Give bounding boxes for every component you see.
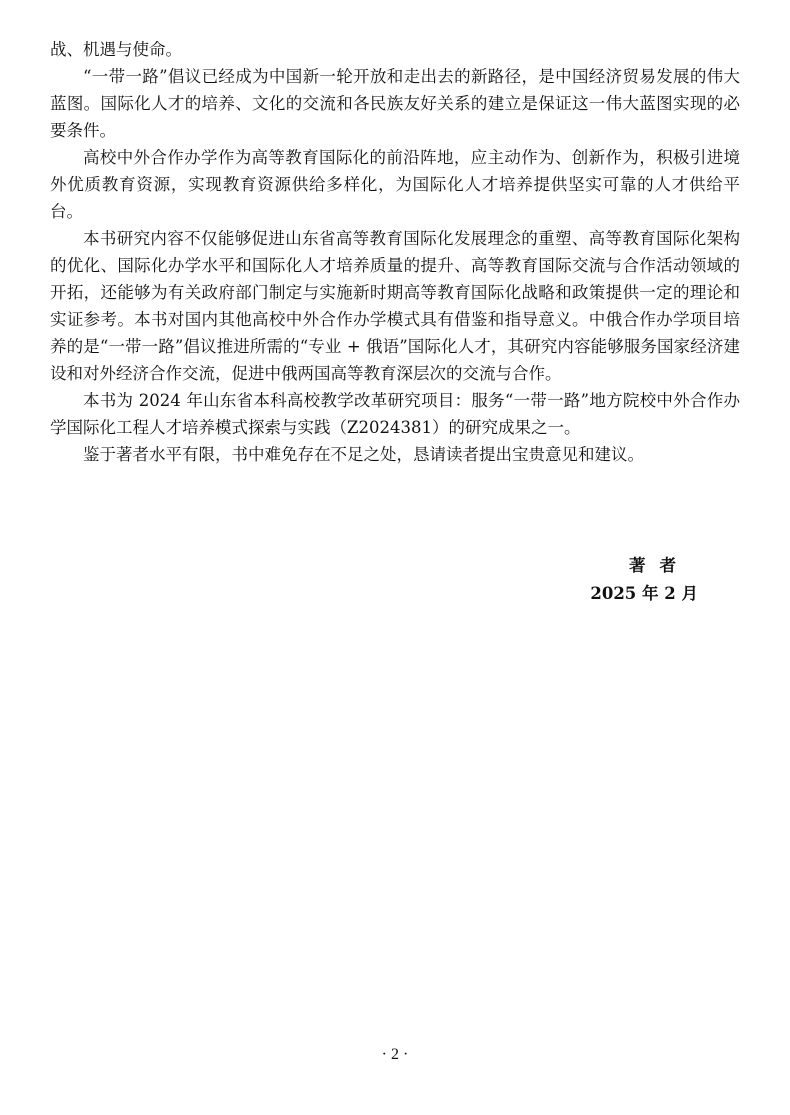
paragraph-cooperative-education: 高校中外合作办学作为高等教育国际化的前沿阵地，应主动作为、创新作为，积极引进境外优质教育资源，实现教育资源供给多样化，为国际化人才培养提供坚实可靠的人才供给平台。 — [50, 148, 740, 221]
paragraph-continuation: 战、机遇与使命。 — [50, 40, 182, 59]
signature-date: 2025 年 2 月 — [590, 584, 698, 603]
paragraph-closing-remark: 鉴于著者水平有限，书中难免存在不足之处，恳请读者提出宝贵意见和建议。 — [83, 445, 644, 464]
signature-block — [590, 552, 698, 608]
preface-body — [50, 36, 740, 468]
paragraph-project-funding: 本书为 2024 年山东省本科高校教学改革研究项目：服务“一带一路”地方院校中外合作办学国际化工程人才培养模式探索与实践（Z2024381）的研究成果之一。 — [50, 391, 740, 437]
signature-author: 著者 — [629, 556, 690, 575]
paragraph-belt-and-road: “一带一路”倡议已经成为中国新一轮开放和走出去的新路径，是中国经济贸易发展的伟大蓝图。国际化人才的培养、文化的交流和各民族友好关系的建立是保证这一伟大蓝图实现的必要条件。 — [50, 67, 740, 140]
page-number: · 2 · — [381, 1046, 409, 1063]
paragraph-research-significance: 本书研究内容不仅能够促进山东省高等教育国际化发展理念的重塑、高等教育国际化架构的优化、国际化办学水平和国际化人才培养质量的提升、高等教育国际交流与合作活动领域的开拓，还能够为有关政府部门制定与实施新时期高等教育国际化战略和政策提供一定的理论和实证参考。本书对国内其他高校中外合作办学模式具有借鉴和指导意义。中俄合作办学项目培养的是“一带一路”倡议推进所需的“专业 + 俄语”国际化人才，其研究内容能够服务国家经济建设和对外经济合作交流，促进中俄两国高等教育深层次的交流与合作。 — [50, 229, 740, 383]
